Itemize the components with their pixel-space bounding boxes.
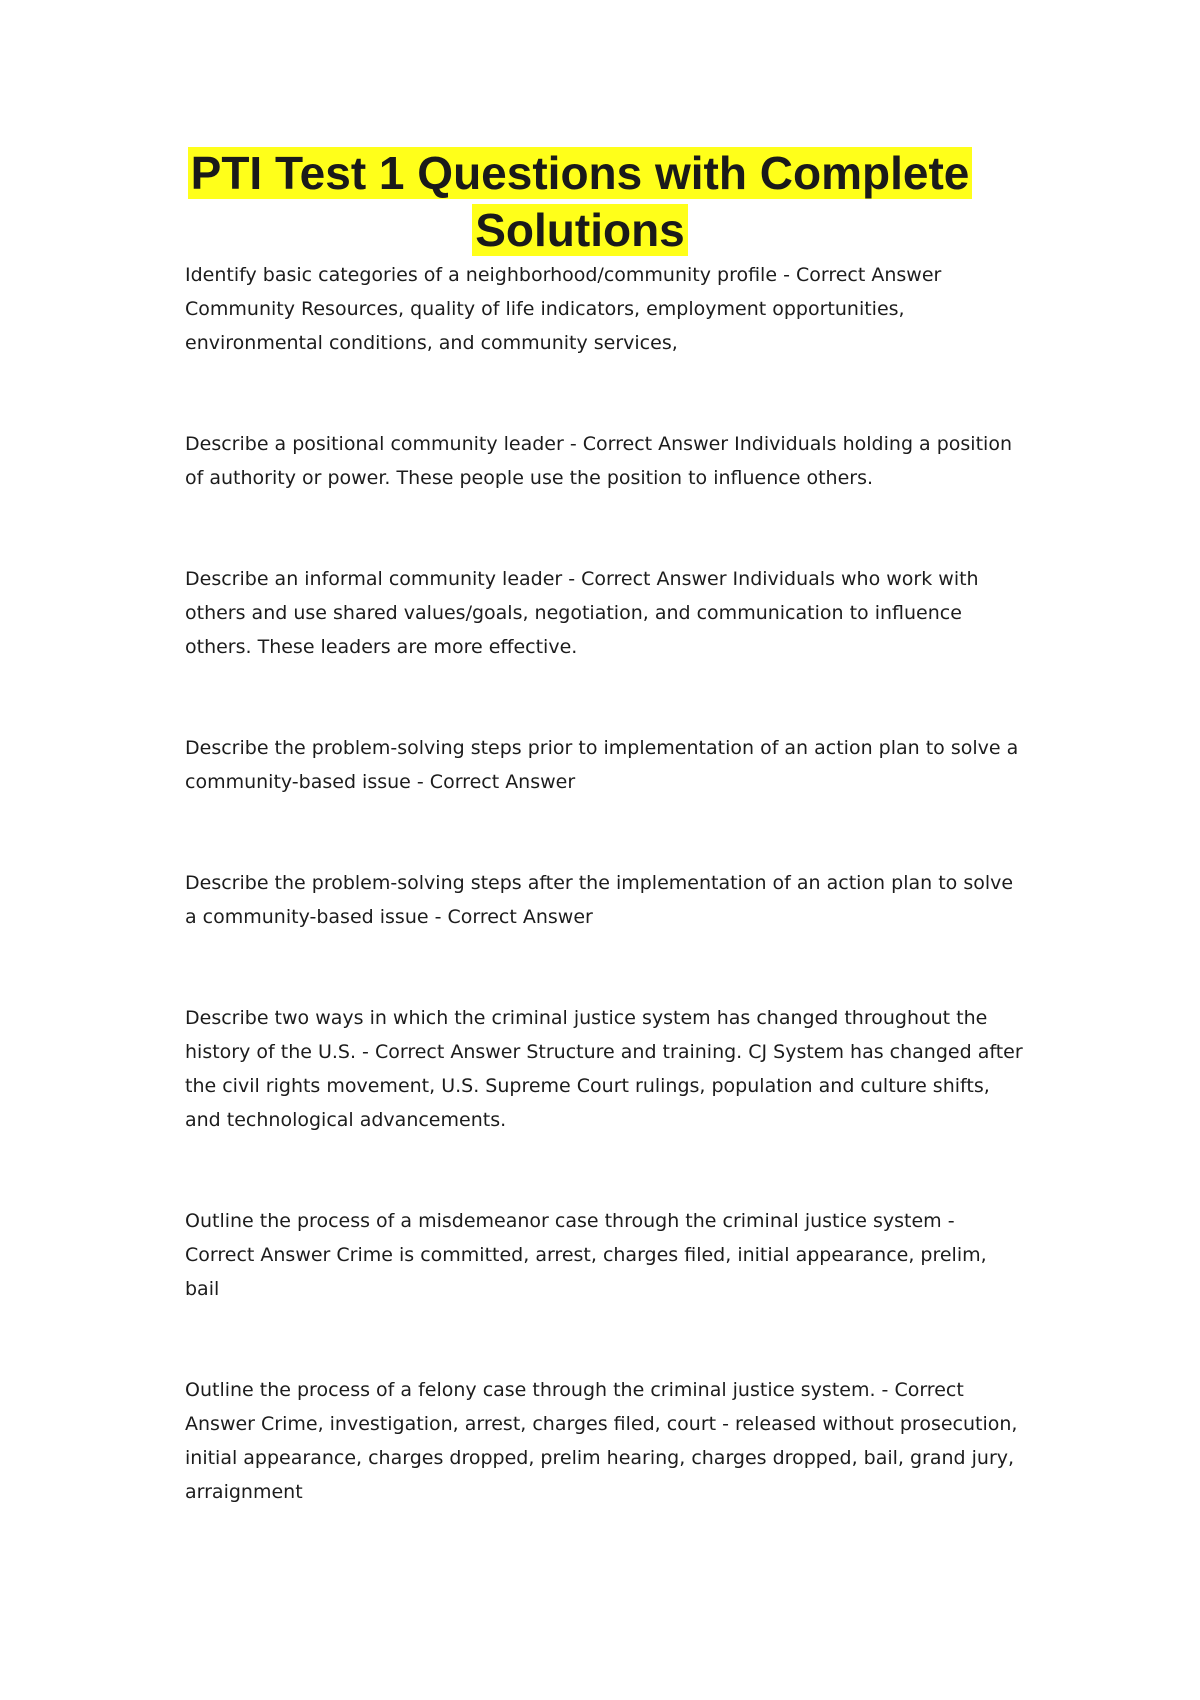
- qa-item: Outline the process of a felony case through the criminal justice system. - Correct Answer Crime, investigation, arrest, charges filed, court - released without prosecution, initial appearance, charges dropped, prelim hearing, charges dropped, bail, grand jury, arraignment: [185, 1379, 1018, 1503]
- qa-item: Describe the problem-solving steps after the implementation of an action plan to solve a community-based issue - Correct Answer: [185, 872, 1014, 928]
- title-line-1: PTI Test 1 Questions with Complete: [188, 147, 973, 199]
- qa-item: Identify basic categories of a neighborhood/community profile - Correct Answer Community Resources, quality of life indicators, employment opportunities, environmental conditions, and community services,: [185, 264, 942, 354]
- qa-list: [185, 258, 1025, 1509]
- qa-item: Describe an informal community leader - Correct Answer Individuals who work with others and use shared values/goals, negotiation, and communication to influence others. These leaders are more effective.: [185, 568, 979, 658]
- document-title: [130, 145, 1030, 259]
- qa-item: Describe a positional community leader - Correct Answer Individuals holding a position of authority or power. These people use the position to influence others.: [185, 433, 1012, 489]
- qa-item: Describe two ways in which the criminal justice system has changed throughout the history of the U.S. - Correct Answer Structure and training. CJ System has changed after the civil rights movement, U.S. Supreme Court rulings, population and culture shifts, and technological advancements.: [185, 1007, 1023, 1131]
- qa-item: Outline the process of a misdemeanor case through the criminal justice system - Correct Answer Crime is committed, arrest, charges filed, initial appearance, prelim, bail: [185, 1210, 987, 1300]
- qa-item: Describe the problem-solving steps prior to implementation of an action plan to solve a community-based issue - Correct Answer: [185, 737, 1019, 793]
- title-line-2: Solutions: [472, 204, 688, 256]
